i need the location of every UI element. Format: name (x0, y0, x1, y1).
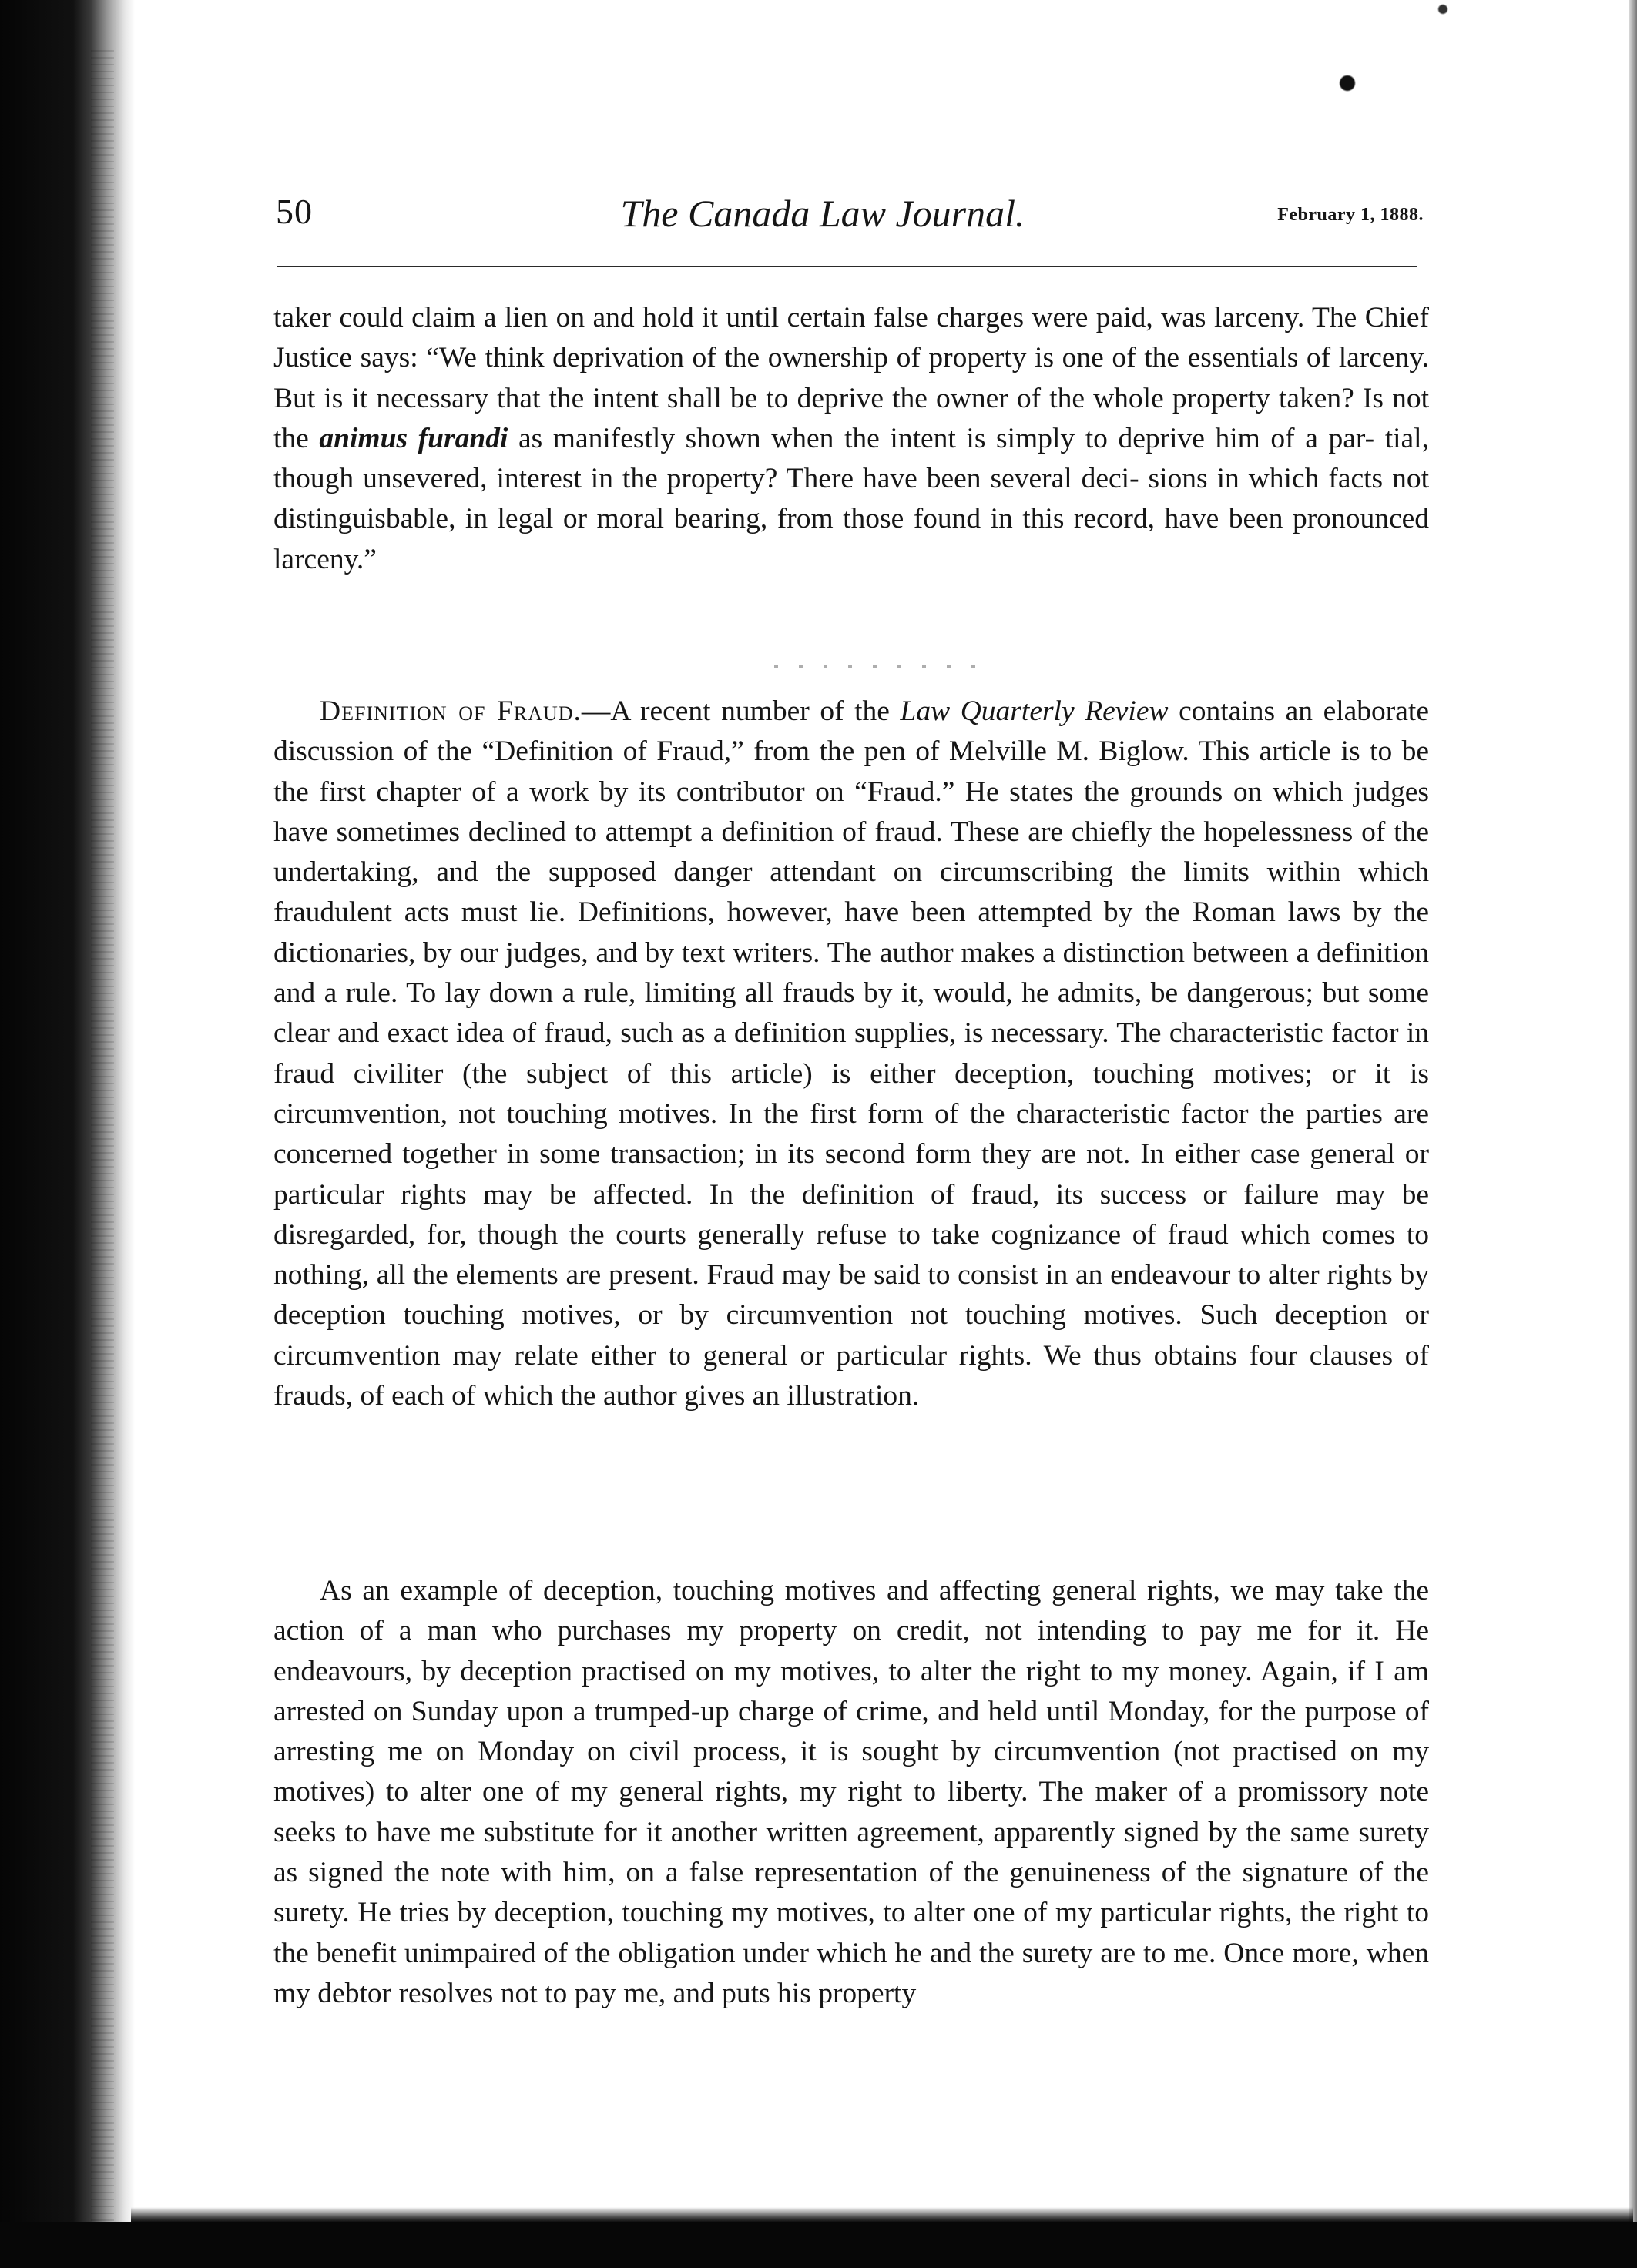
scan-binding-edge (0, 0, 135, 2268)
article-paragraph (273, 692, 1429, 1416)
page-number: 50 (276, 192, 313, 231)
continuation-paragraph (273, 298, 1429, 580)
text-line: larceny. The Chief Justice says: “We think deprivation of the ownership of (273, 302, 1430, 374)
text-line: property is one of the essentials of larceny. But is it necessary that the intent (273, 342, 1430, 414)
text-line: tial, though unsevered, interest in the property? There have been several deci- (273, 422, 1429, 495)
scan-right-edge (1629, 0, 1637, 2268)
text-line: taker could claim a lien on and hold it until certain false charges were paid, was (273, 302, 1206, 333)
example-paragraph (273, 1571, 1429, 2014)
article-text: —A recent number of the (581, 695, 901, 727)
article-text: contains an elaborate discussion of the “Definition of Fraud,” from the pen of Melville M. Biglow. This article is to be the first chapter of a work by its contributor on “Fraud.” He states the grounds on which judges have sometimes declined to attempt a definition of fraud. These are chiefly the hopelessness of the undertaking, and the supposed danger attendant on circumscribing the limits within which fraudulent acts must lie. Definitions, however, have been attempted by the Roman laws by the dictionaries, by our judges, and by text writers. The author makes a distinction between a definition and a rule. To lay down a rule, limiting all frauds by it, would, he admits, be dangerous; but some clear and exact idea of fraud, such as a definition supplies, is necessary. The characteristic factor in fraud civiliter (the subject of this article) is either deception, touching motives; or it is circumvention, not touching motives. In the first form of the characteristic factor the parties are concerned together in some transaction; in its second form they are not. In either case general or particular rights may be affected. In the definition of fraud, its success or failure may be disregarded, for, though the courts generally refuse to take cognizance of fraud which comes to nothing, all the elements are present. Fraud may be said to consist in an endeavour to alter rights by deception touching motives, or by circumvention not touching motives. Such deception or circumvention may relate either to general or particular rights. We thus obtains four clauses of frauds, of each of which the author gives an illustration. (273, 695, 1429, 1412)
review-name: Law Quarterly Review (900, 695, 1169, 727)
issue-date: February 1, 1888. (1277, 205, 1424, 225)
text-line: found in this record, have been pronounced larceny.” (273, 503, 1429, 575)
scan-bottom-edge (0, 2222, 1637, 2268)
scan-bottom-shadow (131, 2207, 1633, 2223)
page-header (276, 191, 1424, 239)
section-separator (774, 665, 990, 668)
header-rule (277, 266, 1417, 267)
ink-blot-mark (1337, 71, 1357, 102)
text-line: shall be to deprive the owner of the whole property taken? Is not the (273, 382, 1430, 454)
latin-term: animus (319, 422, 408, 454)
text-line: sions in which facts not distinguisbable, in legal or moral bearing, from those (273, 463, 1429, 535)
text-line: as manifestly shown when the intent is simply to deprive him of a par- (508, 422, 1375, 454)
latin-term: furandi (418, 422, 508, 454)
article-heading: Definition of Fraud. (320, 695, 582, 727)
corner-ink-mark (1434, 0, 1451, 15)
example-text: As an example of deception, touching motives and affecting general rights, we may take the action of a man who purchases my property on credit, not intending to pay me for it. He endeavours, by deception practised on my motives, to alter the right to my money. Again, if I am arrested on Sunday upon a trumped-up charge of crime, and held until Monday, for the purpose of arresting me on Monday on civil process, it is sought by circumvention (not practised on my motives) to alter one of my general rights, my right to liberty. The maker of a promissory note seeks to have me substitute for it another written agreement, apparently signed by the same surety as signed the note with him, on a false representation of the genuineness of the signature of the surety. He tries by deception, touching my motives, to alter one of my particular rights, the right to the benefit unimpaired of the obligation under which he and the surety are to me. Once more, when my debtor resolves not to pay me, and puts his property (273, 1575, 1429, 2009)
scan-binding-speckle (91, 46, 114, 2249)
journal-title: The Canada Law Journal. (620, 192, 1025, 235)
